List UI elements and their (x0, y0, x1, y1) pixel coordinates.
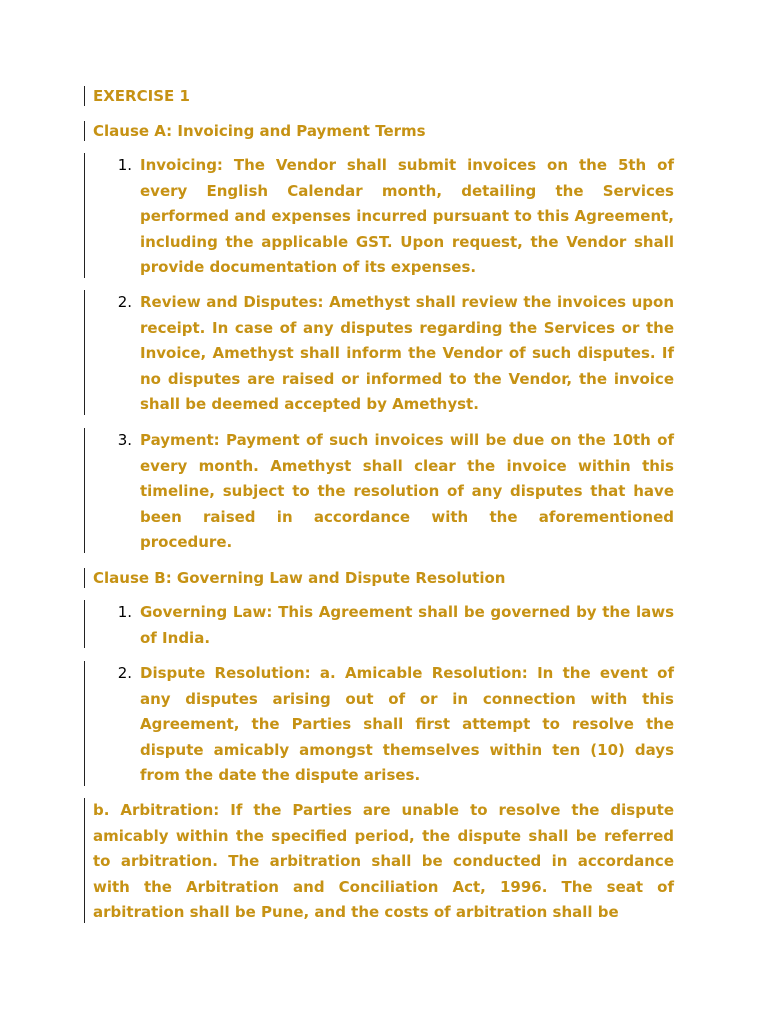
list-item-text: Governing Law: This Agreement shall be governed by the laws of India. (140, 603, 674, 647)
exercise-heading-text: EXERCISE 1 (93, 87, 190, 105)
arbitration-paragraph (84, 798, 674, 923)
list-number: 3. (117, 431, 132, 449)
list-number: 1. (117, 603, 132, 621)
exercise-heading (84, 86, 674, 106)
list-number: 2. (117, 664, 132, 682)
list-item-text: Payment: Payment of such invoices will be due on the 10th of every month. Amethyst shall clear the invoice within this timeline, subject to the resolution of any disputes that have been raised in accordance with the aforementioned procedure. (140, 431, 674, 552)
clause-a-heading (84, 121, 674, 141)
clause-a-item-2 (84, 290, 674, 415)
clause-b-item-2 (84, 661, 674, 786)
list-item-text: Dispute Resolution: a. Amicable Resolution: In the event of any disputes arising out of or in connection with this Agreement, the Parties shall first attempt to resolve the dispute amicably amongst themselves within ten (10) days from the date the dispute arises. (140, 664, 674, 785)
clause-b-heading (84, 568, 674, 588)
arbitration-text: b. Arbitration: If the Parties are unable to resolve the dispute amicably within the specified period, the dispute shall be referred to arbitration. The arbitration shall be conducted in accordance with the Arbitration and Conciliation Act, 1996. The seat of arbitration shall be Pune, and the costs of arbitration shall be (93, 801, 674, 922)
clause-b-item-1 (84, 600, 674, 648)
clause-a-item-1 (84, 153, 674, 278)
list-item-text: Invoicing: The Vendor shall submit invoices on the 5th of every English Calendar month, detailing the Services performed and expenses incurred pursuant to this Agreement, including the applicable GST. Upon request, the Vendor shall provide documentation of its expenses. (140, 156, 674, 277)
clause-a-title: Clause A: Invoicing and Payment Terms (93, 122, 426, 140)
list-item-text: Review and Disputes: Amethyst shall review the invoices upon receipt. In case of any disputes regarding the Services or the Invoice, Amethyst shall inform the Vendor of such disputes. If no disputes are raised or informed to the Vendor, the invoice shall be deemed accepted by Amethyst. (140, 293, 674, 414)
clause-a-item-3 (84, 428, 674, 553)
clause-b-title: Clause B: Governing Law and Dispute Resolution (93, 569, 506, 587)
list-number: 2. (117, 293, 132, 311)
list-number: 1. (117, 156, 132, 174)
